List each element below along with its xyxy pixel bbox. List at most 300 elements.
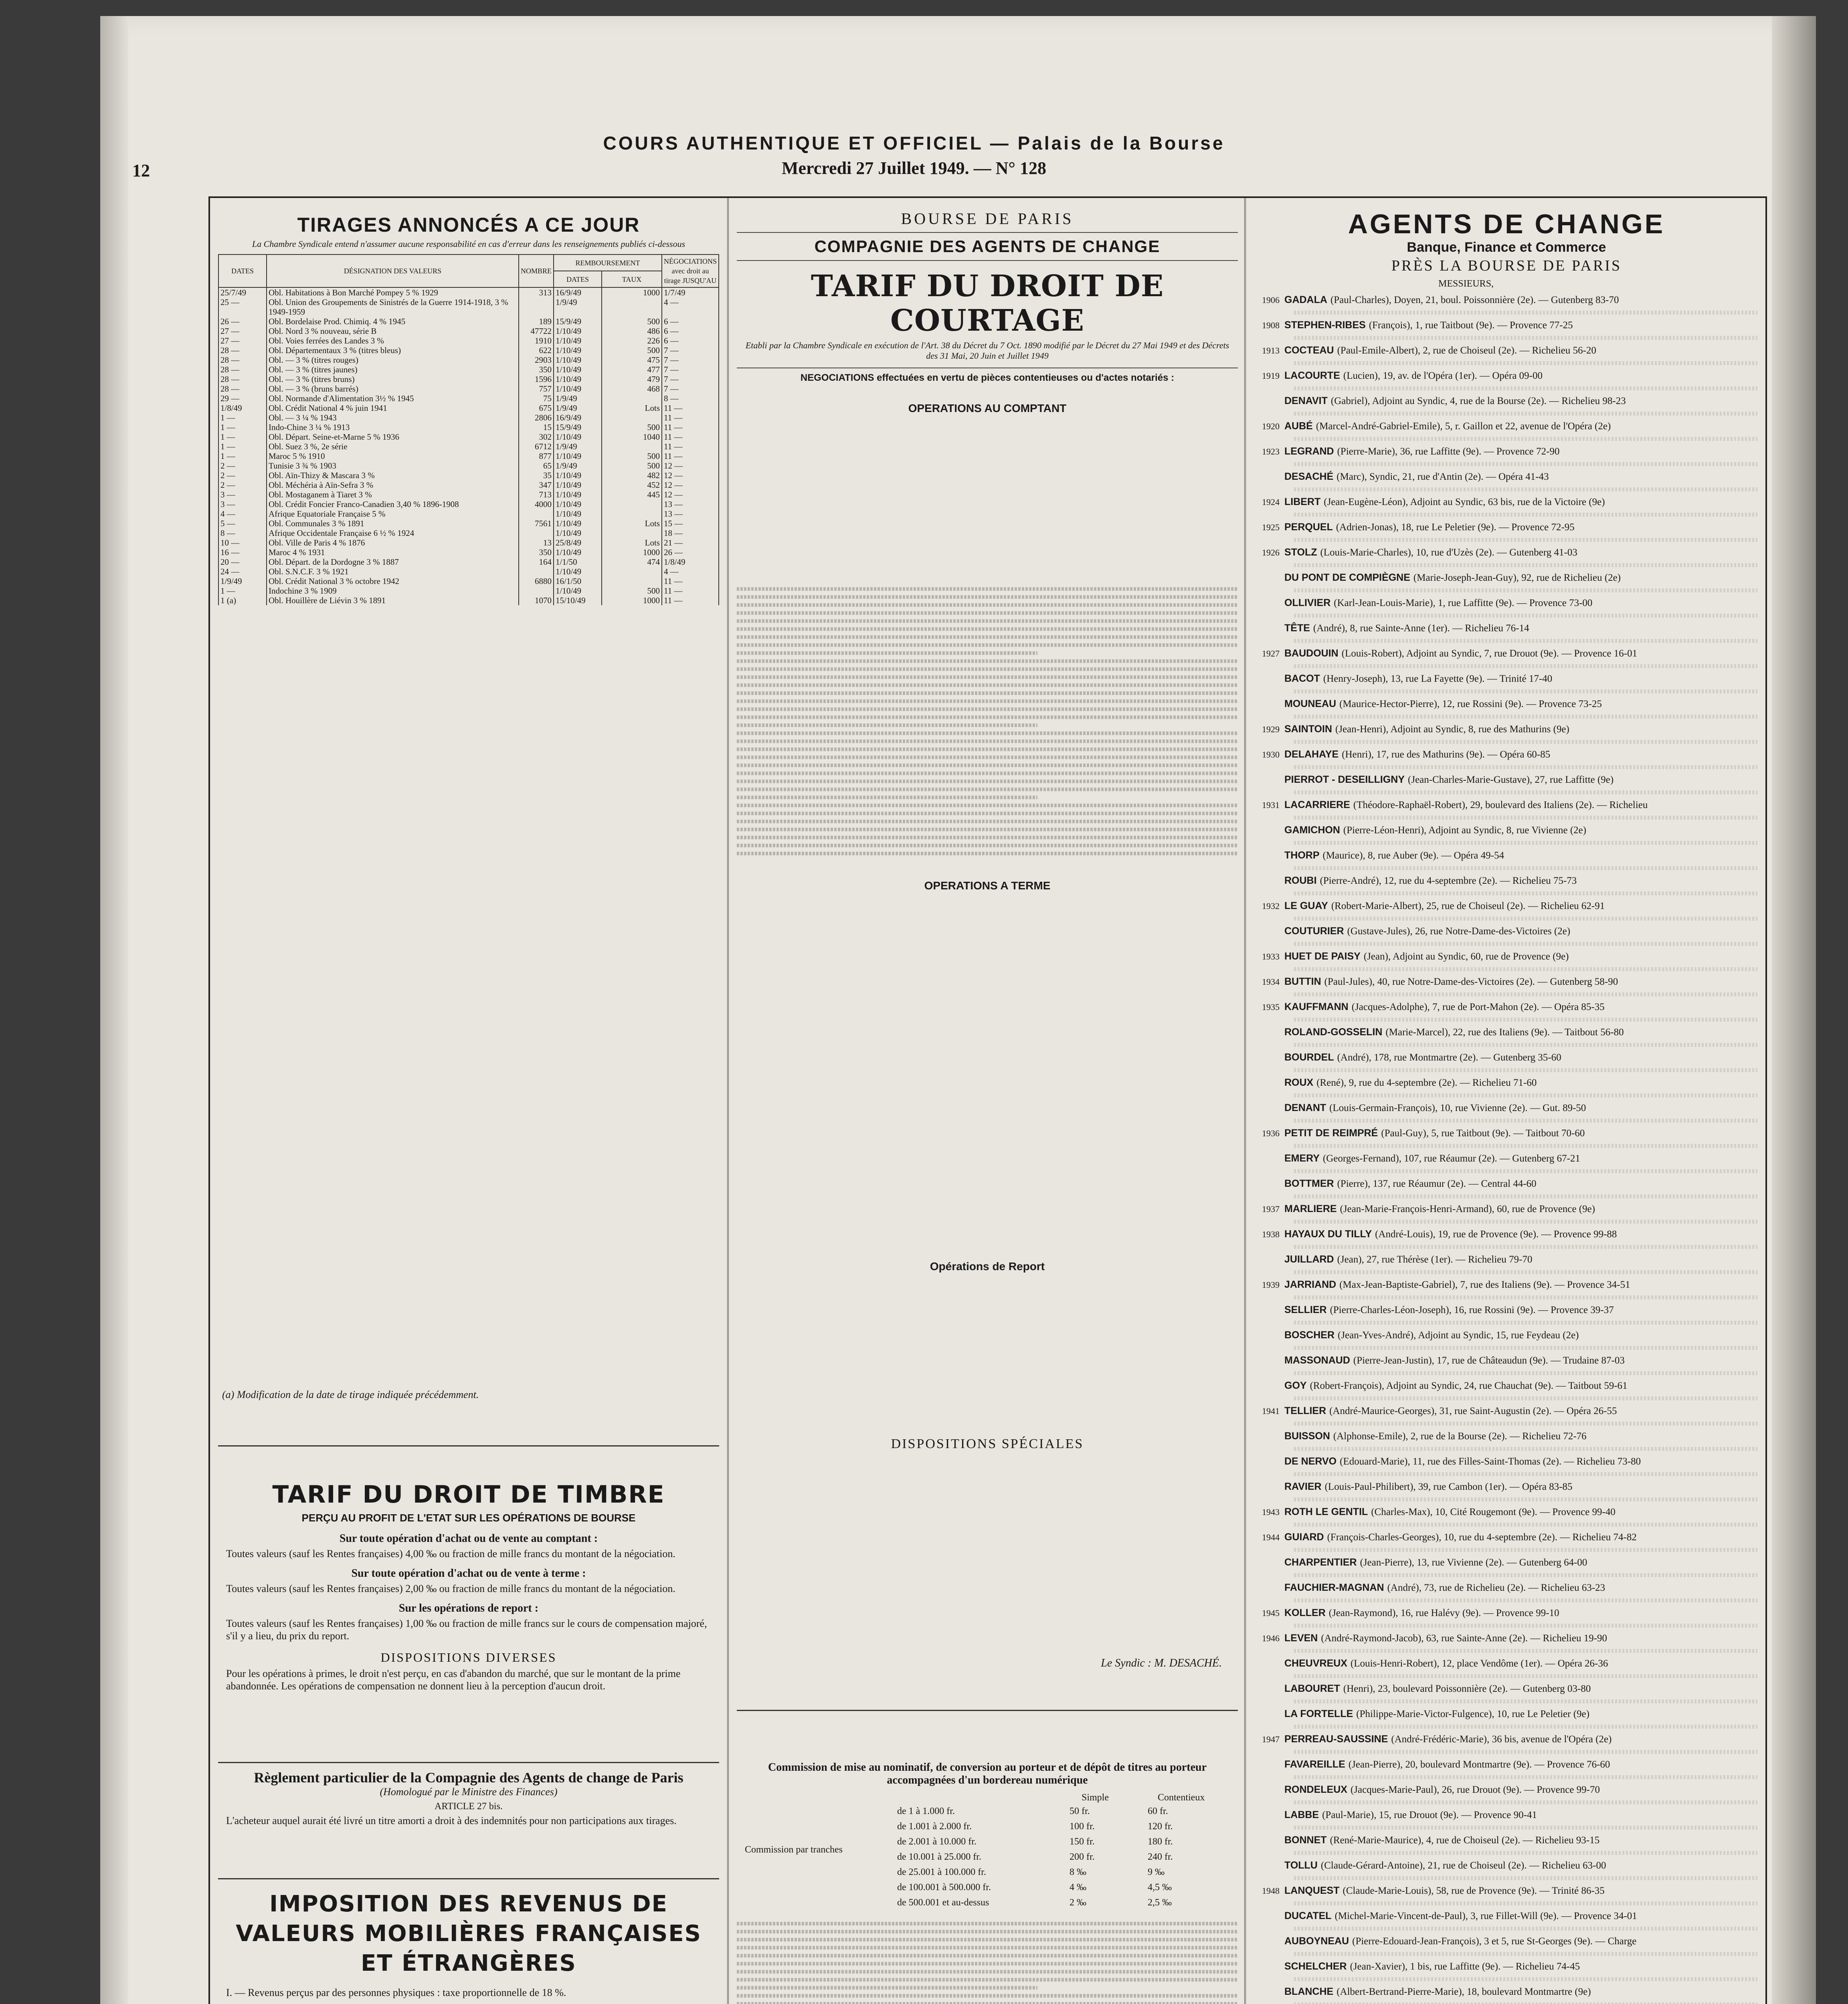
table-cell: 28 — <box>218 365 267 374</box>
commission-row <box>897 1867 1234 1882</box>
commission-cell: 200 fr. <box>1070 1852 1095 1862</box>
agent-details: (Philippe-Marie-Victor-Fulgence), 10, rue Le Peletier (9e) <box>1356 1709 1590 1719</box>
timbre-title: TARIF DU DROIT DE TIMBRE <box>272 1481 665 1509</box>
agent-name: DE NERVO <box>1284 1456 1337 1467</box>
table-cell <box>519 586 554 596</box>
agent-entry <box>1246 1076 1767 1089</box>
text-line-placeholder <box>737 796 1037 799</box>
agent-continuation-line <box>1294 1317 1757 1329</box>
table-cell: Obl. — 3 % (bruns barrés) <box>267 384 519 394</box>
table-cell: 11 — <box>662 586 719 596</box>
agent-continuation-line <box>1294 711 1757 723</box>
agent-continuation-line <box>1294 1493 1757 1505</box>
table-cell: 75 <box>519 394 554 403</box>
agent-details: (Karl-Jean-Louis-Marie), 1, rue Laffitte (9e). — Provence 73-00 <box>1334 598 1593 608</box>
table-cell: 7 — <box>662 345 719 355</box>
table-cell: 1/10/49 <box>554 336 602 345</box>
agent-entry <box>1246 1127 1767 1140</box>
agent-entry <box>1246 1657 1767 1670</box>
agent-details: (Paul-Jules), 40, rue Notre-Dame-des-Victoires (2e). — Gutenberg 58-90 <box>1324 976 1618 987</box>
agent-entry <box>1246 1202 1767 1216</box>
agent-details: (Jean-Xavier), 1 bis, rue Laffitte (9e). — Richelieu 74-45 <box>1350 1961 1580 1972</box>
agent-name: JUILLARD <box>1284 1254 1334 1265</box>
table-cell: 1/9/49 <box>554 461 602 471</box>
agent-entry <box>1246 1707 1767 1721</box>
agent-details: (Henry-Joseph), 13, rue La Fayette (9e). — Trinité 17-40 <box>1323 673 1553 684</box>
divider <box>737 260 1238 261</box>
table-cell: 7 — <box>662 384 719 394</box>
table-cell: 347 <box>519 480 554 490</box>
agent-details: (Jean), Adjoint au Syndic, 60, rue de Provence (9e) <box>1363 951 1569 962</box>
agent-details: (André-Louis), 19, rue de Provence (9e). — Provence 99-88 <box>1375 1229 1617 1240</box>
agent-year: 1935 <box>1262 1002 1280 1012</box>
agent-details: (Claude-Gérard-Antoine), 21, rue de Choiseul (2e). — Richelieu 63-00 <box>1320 1860 1606 1871</box>
table-cell: 12 — <box>662 461 719 471</box>
table-cell: 1/9/49 <box>554 403 602 413</box>
table-cell: Obl. Houillère de Liévin 3 % 1891 <box>267 596 519 605</box>
table-cell: 16/9/49 <box>554 413 602 422</box>
table-cell: Obl. — 3 ¼ % 1943 <box>267 413 519 422</box>
table-cell: 1/10/49 <box>554 432 602 442</box>
agent-entry <box>1246 849 1767 862</box>
table-cell: 7 — <box>662 374 719 384</box>
agent-continuation-line <box>1294 1468 1757 1480</box>
table-cell <box>519 297 554 317</box>
agent-entry <box>1246 1632 1767 1645</box>
agent-continuation-line <box>1294 685 1757 697</box>
agent-continuation-line <box>1294 1822 1757 1834</box>
table-cell: 1/9/49 <box>218 576 267 586</box>
table-cell: 25/7/49 <box>218 287 267 297</box>
agent-continuation-line <box>1294 1216 1757 1228</box>
agent-name: TOLLU <box>1284 1860 1318 1871</box>
table-cell: 27 — <box>218 336 267 345</box>
table-cell: 452 <box>602 480 662 490</box>
table-cell: 27 — <box>218 326 267 336</box>
col-remboursement: REMBOURSEMENT <box>554 255 662 271</box>
text-line-placeholder <box>737 1946 1238 1949</box>
table-cell: 1 — <box>218 586 267 596</box>
agent-continuation-line <box>1294 1923 1757 1935</box>
text-line-placeholder <box>737 619 1238 623</box>
table-cell: 5 — <box>218 519 267 528</box>
agent-name: LACOURTE <box>1284 370 1340 381</box>
commission-cell: de 100.001 à 500.000 fr. <box>897 1882 991 1893</box>
col-remb-taux: TAUX <box>602 271 662 287</box>
page-header <box>132 132 1696 200</box>
agent-details: (François), 1, rue Taitbout (9e). — Provence 77-25 <box>1369 320 1573 331</box>
agent-continuation-line <box>1294 1443 1757 1455</box>
text-line-placeholder <box>737 1930 1238 1933</box>
table-row <box>218 297 719 317</box>
agent-continuation-line <box>1294 1620 1757 1632</box>
table-row <box>218 326 719 336</box>
agent-name: KAUFFMANN <box>1284 1001 1349 1012</box>
agent-details: (Lucien), 19, av. de l'Opéra (1er). — Opéra 09-00 <box>1343 370 1543 381</box>
text-line-placeholder <box>737 812 1238 815</box>
courtage-s1: OPERATIONS AU COMPTANT <box>908 402 1067 414</box>
table-row <box>218 336 719 345</box>
table-cell: 15/10/49 <box>554 596 602 605</box>
agent-entry <box>1246 293 1767 307</box>
agent-continuation-line <box>1294 458 1757 470</box>
agent-name: ROLAND-GOSSELIN <box>1284 1026 1383 1038</box>
commission-cell: de 2.001 à 10.000 fr. <box>897 1836 977 1847</box>
agent-name: DUCATEL <box>1284 1910 1332 1921</box>
agent-details: (Louis-Henri-Robert), 12, place Vendôme (1er). — Opéra 26-36 <box>1350 1658 1608 1669</box>
table-row <box>218 528 719 538</box>
table-cell: 28 — <box>218 345 267 355</box>
table-cell: 1/10/49 <box>554 490 602 499</box>
tirages-note: (a) Modification de la date de tirage indiquée précédemment. <box>222 1389 479 1400</box>
table-cell: 3 — <box>218 490 267 499</box>
table-cell: 1/10/49 <box>554 509 602 519</box>
text-line-placeholder <box>737 715 1238 719</box>
text-line-placeholder <box>737 683 1238 687</box>
agent-details: (René-Marie-Maurice), 4, rue de Choiseul (2e). — Richelieu 93-15 <box>1330 1835 1600 1846</box>
agent-details: (Pierre-Edouard-Jean-François), 3 et 5, rue St-Georges (9e). — Charge <box>1352 1936 1637 1947</box>
agent-name: SELLIER <box>1284 1304 1327 1315</box>
table-cell: 445 <box>602 490 662 499</box>
table-cell <box>602 567 662 576</box>
table-row <box>218 287 719 297</box>
table-cell: 2903 <box>519 355 554 365</box>
commission-cell: de 1 à 1.000 fr. <box>897 1806 955 1816</box>
agent-name: BLANCHE <box>1284 1986 1334 1997</box>
commission-cell: 2,5 ‰ <box>1148 1897 1172 1908</box>
table-row <box>218 538 719 547</box>
table-cell: 28 — <box>218 355 267 365</box>
agent-details: (Jean-Pierre), 20, boulevard Montmartre (9e). — Provence 76-60 <box>1348 1759 1610 1770</box>
agent-name: FAVAREILLE <box>1284 1759 1345 1770</box>
agent-details: (Gabriel), Adjoint au Syndic, 4, rue de la Bourse (2e). — Richelieu 98-23 <box>1330 396 1626 406</box>
table-cell: Obl. Méchéria à Aïn-Sefra 3 % <box>267 480 519 490</box>
table-row <box>218 557 719 567</box>
content-frame <box>208 196 1767 2004</box>
agent-name: STEPHEN-RIBES <box>1284 319 1366 331</box>
table-cell: 500 <box>602 317 662 326</box>
agent-details: (Albert-Bertrand-Pierre-Marie), 18, boulevard Montmartre (9e) <box>1336 1986 1591 1997</box>
agent-details: (René), 9, rue du 4-septembre (2e). — Richelieu 71-60 <box>1316 1077 1537 1088</box>
agent-details: (Louis-Germain-François), 10, rue Vivienne (2e). — Gut. 89-50 <box>1329 1103 1586 1113</box>
agent-entry <box>1246 1354 1767 1367</box>
commission-row <box>897 1897 1234 1913</box>
agent-details: (Alphonse-Emile), 2, rue de la Bourse (2e). — Richelieu 72-76 <box>1333 1431 1587 1442</box>
commission-cell: de 25.001 à 100.000 fr. <box>897 1867 986 1877</box>
table-cell: Obl. — 3 % (titres rouges) <box>267 355 519 365</box>
agent-continuation-line <box>1294 1973 1757 1985</box>
agent-entry <box>1246 1733 1767 1746</box>
commission-label: Commission par tranches <box>745 1844 843 1855</box>
text-line-placeholder <box>737 780 1238 783</box>
table-cell: Lots <box>602 403 662 413</box>
agent-details: (Paul-Guy), 5, rue Taitbout (9e). — Taitbout 70-60 <box>1381 1128 1585 1139</box>
agent-continuation-line <box>1294 1796 1757 1808</box>
table-cell: 1910 <box>519 336 554 345</box>
table-cell: Tunisie 3 ¾ % 1903 <box>267 461 519 471</box>
table-cell: Obl. — 3 % (titres jaunes) <box>267 365 519 374</box>
table-cell: Obl. Départementaux 3 % (titres bleus) <box>267 345 519 355</box>
table-cell: 35 <box>519 471 554 480</box>
agent-year: 1913 <box>1262 345 1280 356</box>
agent-continuation-line <box>1294 1998 1757 2004</box>
agent-continuation-line <box>1294 812 1757 824</box>
agent-name: ROUX <box>1284 1077 1314 1088</box>
agent-continuation-line <box>1294 1089 1757 1101</box>
table-cell: 7 — <box>662 355 719 365</box>
commission-notes-area <box>737 1917 1238 2004</box>
text-line-placeholder <box>737 651 1037 655</box>
agent-year: 1927 <box>1262 648 1280 659</box>
table-cell: 26 — <box>218 317 267 326</box>
agent-entry <box>1246 1278 1767 1291</box>
table-row <box>218 586 719 596</box>
commission-table <box>729 1792 1246 1925</box>
agent-entry <box>1246 1909 1767 1923</box>
divider <box>737 232 1238 233</box>
agent-details: (Marc), Syndic, 21, rue d'Antin (2e). — Opéra 41-43 <box>1336 471 1549 482</box>
agent-continuation-line <box>1294 382 1757 394</box>
agent-entry <box>1246 647 1767 660</box>
agent-continuation-line <box>1294 1266 1757 1278</box>
agent-details: (André-Frédéric-Marie), 36 bis, avenue de l'Opéra (2e) <box>1391 1734 1612 1745</box>
agent-continuation-line <box>1294 1594 1757 1606</box>
agent-name: PIERROT - DESEILLIGNY <box>1284 774 1405 785</box>
table-cell: 12 — <box>662 471 719 480</box>
table-cell: 13 — <box>662 509 719 519</box>
agent-details: (Pierre-André), 12, rue du 4-septembre (2e). — Richelieu 75-73 <box>1320 875 1577 886</box>
agent-entry <box>1246 420 1767 433</box>
table-cell: 11 — <box>662 413 719 422</box>
text-line-placeholder <box>737 1986 1037 1990</box>
table-cell: 4 — <box>662 567 719 576</box>
agent-continuation-line <box>1294 408 1757 420</box>
agent-entry <box>1246 1581 1767 1594</box>
agent-name: LABBE <box>1284 1809 1319 1820</box>
table-cell: 1/10/49 <box>554 586 602 596</box>
agent-name: JARRIAND <box>1284 1279 1336 1290</box>
agent-entry <box>1246 899 1767 913</box>
text-line-placeholder <box>737 595 1238 599</box>
agent-continuation-line <box>1294 988 1757 1000</box>
agent-entry <box>1246 950 1767 963</box>
table-cell: Obl. Nord 3 % nouveau, série B <box>267 326 519 336</box>
table-cell: 16/1/50 <box>554 576 602 586</box>
commission-row <box>897 1882 1234 1897</box>
table-cell: 25 — <box>218 297 267 317</box>
agent-details: (Jean-Marie-François-Henri-Armand), 60, rue de Provence (9e) <box>1340 1204 1595 1214</box>
col-nombre: NOMBRE <box>519 255 554 287</box>
agent-details: (André), 8, rue Sainte-Anne (1er). — Richelieu 76-14 <box>1313 623 1529 634</box>
table-cell: 1/10/49 <box>554 326 602 336</box>
text-line-placeholder <box>737 1954 1238 1958</box>
agent-entry <box>1246 319 1767 332</box>
agent-entry <box>1246 773 1767 786</box>
agent-continuation-line <box>1294 357 1757 369</box>
table-cell: 12 — <box>662 480 719 490</box>
table-cell: 1000 <box>602 287 662 297</box>
agent-entry <box>1246 1531 1767 1544</box>
table-cell: Obl. Habitations à Bon Marché Pompey 5 % 1929 <box>267 287 519 297</box>
table-cell: 486 <box>602 326 662 336</box>
commission-cell: 60 fr. <box>1148 1806 1168 1816</box>
text-line-placeholder <box>737 747 1238 751</box>
table-cell: 622 <box>519 345 554 355</box>
table-cell: Obl. Bordelaise Prod. Chimiq. 4 % 1945 <box>267 317 519 326</box>
table-cell: 500 <box>602 461 662 471</box>
timbre-section <box>210 1481 727 1695</box>
timbre-h4: DISPOSITIONS DIVERSES <box>380 1650 557 1665</box>
agent-entry <box>1246 1960 1767 1973</box>
agent-name: STOLZ <box>1284 547 1317 558</box>
agent-continuation-line <box>1294 1569 1757 1581</box>
table-cell: 2 — <box>218 461 267 471</box>
table-cell: Obl. Départ. Seine-et-Marne 5 % 1936 <box>267 432 519 442</box>
timbre-t1: Toutes valeurs (sauf les Rentes françaises) 4,00 ‰ ou fraction de mille francs du montant de la négociation. <box>226 1548 675 1560</box>
agent-continuation-line <box>1294 635 1757 647</box>
agent-continuation-line <box>1294 913 1757 925</box>
table-row <box>218 384 719 394</box>
agent-details: (Paul-Marie), 15, rue Drouot (9e). — Provence 90-41 <box>1322 1810 1537 1820</box>
table-row <box>218 576 719 586</box>
agent-name: BOURDEL <box>1284 1052 1334 1063</box>
table-cell <box>602 528 662 538</box>
agent-name: LA FORTELLE <box>1284 1708 1353 1719</box>
divider <box>218 1445 719 1446</box>
commission-cell: 240 fr. <box>1148 1852 1173 1862</box>
timbre-t2: Toutes valeurs (sauf les Rentes françaises) 2,00 ‰ ou fraction de mille francs du montant de la négociation. <box>226 1583 675 1594</box>
agent-entry <box>1246 394 1767 408</box>
column-right <box>1244 198 1767 2004</box>
agent-entry <box>1246 1884 1767 1897</box>
agent-name: LANQUEST <box>1284 1885 1340 1896</box>
commission-cell: de 10.001 à 25.000 fr. <box>897 1852 981 1862</box>
table-cell: 1/8/49 <box>218 403 267 413</box>
table-row <box>218 471 719 480</box>
agent-continuation-line <box>1294 1544 1757 1556</box>
table-cell: 11 — <box>662 422 719 432</box>
agent-name: DU PONT DE COMPIÈGNE <box>1284 572 1410 583</box>
agent-name: AUBOYNEAU <box>1284 1935 1349 1947</box>
agent-entry <box>1246 1935 1767 1948</box>
table-cell: 1/10/49 <box>554 567 602 576</box>
agent-continuation-line <box>1294 1165 1757 1177</box>
agent-details: (André-Raymond-Jacob), 63, rue Sainte-Anne (2e). — Richelieu 19-90 <box>1321 1633 1607 1644</box>
table-cell: 164 <box>519 557 554 567</box>
table-row <box>218 394 719 403</box>
table-cell: 1/10/49 <box>554 345 602 355</box>
agent-name: OLLIVIER <box>1284 597 1331 608</box>
agent-details: (Maurice-Hector-Pierre), 12, rue Rossini (9e). — Provence 73-25 <box>1339 699 1602 709</box>
table-row <box>218 365 719 374</box>
agent-entry <box>1246 1606 1767 1620</box>
text-line-placeholder <box>737 707 1238 711</box>
agent-entry <box>1246 571 1767 584</box>
table-row <box>218 432 719 442</box>
col-designation: DÉSIGNATION DES VALEURS <box>267 255 519 287</box>
courtage-syndic: Le Syndic : M. DESACHÉ. <box>1101 1657 1222 1669</box>
agent-name: TÊTE <box>1284 622 1310 634</box>
agent-details: (Jean-Eugène-Léon), Adjoint au Syndic, 63 bis, rue de la Victoire (9e) <box>1324 497 1605 507</box>
agent-continuation-line <box>1294 736 1757 748</box>
agent-name: MARLIERE <box>1284 1203 1337 1214</box>
table-row <box>218 345 719 355</box>
table-cell: 2806 <box>519 413 554 422</box>
reglement-section <box>210 1769 727 1829</box>
agent-entry <box>1246 1783 1767 1796</box>
table-cell: 757 <box>519 384 554 394</box>
agent-entry <box>1246 1177 1767 1190</box>
commission-cell: 120 fr. <box>1148 1821 1173 1832</box>
agent-entry <box>1246 622 1767 635</box>
table-cell: 4 — <box>662 297 719 317</box>
table-cell: 1/10/49 <box>554 384 602 394</box>
agent-entry <box>1246 344 1767 357</box>
table-cell: 15 — <box>662 519 719 528</box>
agent-details: (Louis-Marie-Charles), 10, rue d'Uzès (2e). — Gutenberg 41-03 <box>1320 547 1577 558</box>
commission-cell: 9 ‰ <box>1148 1867 1165 1877</box>
table-cell: Obl. Départ. de la Dordogne 3 % 1887 <box>267 557 519 567</box>
agent-name: BUTTIN <box>1284 976 1321 987</box>
agent-details: (Adrien-Jonas), 18, rue Le Peletier (9e). — Provence 72-95 <box>1336 522 1575 533</box>
table-cell: 26 — <box>662 547 719 557</box>
agent-details: (Robert-Marie-Albert), 25, rue de Choiseul (2e). — Richelieu 62-91 <box>1331 901 1605 911</box>
agent-details: (Pierre-Jean-Justin), 17, rue de Châteaudun (9e). — Trudaine 87-03 <box>1353 1355 1625 1366</box>
agent-year: 1919 <box>1262 371 1280 381</box>
table-cell: 350 <box>519 547 554 557</box>
agent-details: (Michel-Marie-Vincent-de-Paul), 3, rue Fillet-Will (9e). — Provence 34-01 <box>1334 1911 1637 1921</box>
commission-cell: 8 ‰ <box>1070 1867 1086 1877</box>
agent-entry <box>1246 1026 1767 1039</box>
agent-entry <box>1246 1152 1767 1165</box>
agent-continuation-line <box>1294 1847 1757 1859</box>
header-title: COURS AUTHENTIQUE ET OFFICIEL — Palais de la Bourse <box>603 133 1225 154</box>
agent-name: LACARRIERE <box>1284 799 1350 810</box>
agent-continuation-line <box>1294 584 1757 596</box>
commission-rows <box>897 1806 1234 1913</box>
courtage-s3: Opérations de Report <box>930 1260 1045 1273</box>
agent-entry <box>1246 824 1767 837</box>
text-line-placeholder <box>737 675 1238 679</box>
agent-name: FAUCHIER-MAGNAN <box>1284 1582 1384 1593</box>
agent-name: GOY <box>1284 1380 1307 1391</box>
courtage-company: COMPAGNIE DES AGENTS DE CHANGE <box>814 237 1161 256</box>
courtage-s4: DISPOSITIONS SPÉCIALES <box>891 1436 1084 1451</box>
agent-entry <box>1246 697 1767 711</box>
agent-name: RAVIER <box>1284 1481 1322 1492</box>
table-cell: 6 — <box>662 317 719 326</box>
agent-details: (Pierre-Marie), 36, rue Laffitte (9e). — Provence 72-90 <box>1337 446 1560 457</box>
agent-entry <box>1246 521 1767 534</box>
table-cell: Lots <box>602 519 662 528</box>
agent-entry <box>1246 1000 1767 1014</box>
agent-entry <box>1246 1758 1767 1771</box>
agent-continuation-line <box>1294 1418 1757 1430</box>
agent-name: PETIT DE REIMPRÉ <box>1284 1127 1378 1139</box>
agent-name: ROUBI <box>1284 875 1317 886</box>
agent-entry <box>1246 596 1767 610</box>
agent-details: (François-Charles-Georges), 10, rue du 4-septembre (2e). — Richelieu 74-82 <box>1327 1532 1637 1543</box>
table-row <box>218 547 719 557</box>
table-cell: 1 — <box>218 442 267 451</box>
text-line-placeholder <box>737 627 1238 631</box>
table-cell: Indo-Chine 3 ¼ % 1913 <box>267 422 519 432</box>
agent-details: (Jean-Yves-André), Adjoint au Syndic, 15, rue Feydeau (2e) <box>1338 1330 1579 1341</box>
agent-continuation-line <box>1294 332 1757 344</box>
table-cell: 15/9/49 <box>554 422 602 432</box>
commission-cell: 150 fr. <box>1070 1836 1095 1847</box>
table-cell: 500 <box>602 345 662 355</box>
